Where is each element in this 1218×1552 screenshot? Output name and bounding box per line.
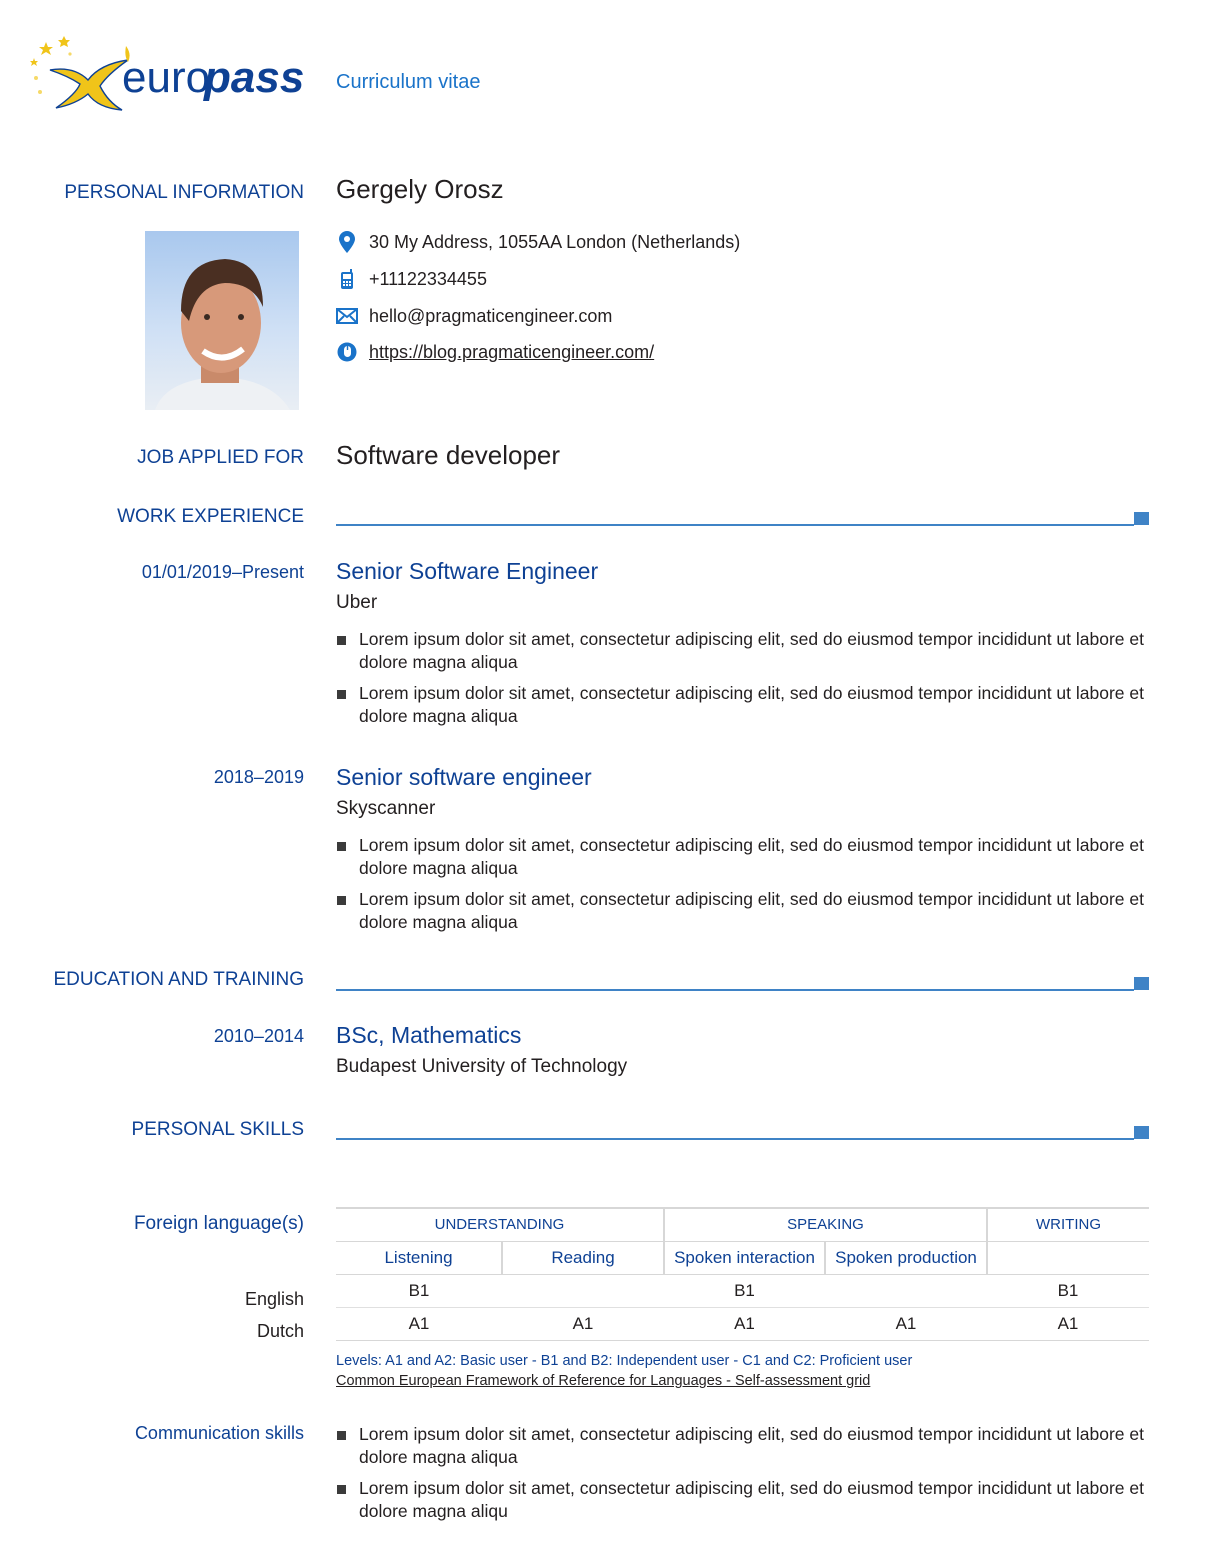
table-cell: A1 <box>664 1307 825 1340</box>
contact-phone <box>336 268 487 290</box>
list-item: Lorem ipsum dolor sit amet, consectetur adipiscing elit, sed do eiusmod tempor incididunt ut labore et dolore magna aliqua <box>336 1423 1156 1469</box>
list-item: Lorem ipsum dolor sit amet, consectetur adipiscing elit, sed do eiusmod tempor incididunt ut labore et dolore magna aliqua <box>336 682 1156 728</box>
header-writing: WRITING <box>987 1208 1149 1241</box>
table-cell: B1 <box>336 1274 502 1307</box>
table-row <box>336 1274 1149 1307</box>
levels-note: Levels: A1 and A2: Basic user - B1 and B2: Independent user - C1 and C2: Proficient user <box>336 1353 913 1369</box>
address-text: 30 My Address, 1055AA London (Netherlands) <box>369 231 741 252</box>
communication-bullet-list <box>336 1423 1156 1531</box>
subheader-writing-blank <box>987 1241 1149 1274</box>
mobile-phone-icon <box>336 268 358 290</box>
work-job-title: Senior Software Engineer <box>336 558 599 584</box>
table-cell: A1 <box>987 1307 1149 1340</box>
contact-address <box>336 231 740 253</box>
logo-text-pass: pass <box>204 53 305 102</box>
work-bullet-list <box>336 628 1156 736</box>
section-divider-marker <box>1134 1126 1149 1139</box>
list-item: Lorem ipsum dolor sit amet, consectetur adipiscing elit, sed do eiusmod tempor incididunt ut labore et dolore magna aliqu <box>336 1477 1156 1523</box>
website-link[interactable]: https://blog.pragmaticengineer.com/ <box>369 341 655 362</box>
language-skills-table <box>336 1207 1149 1341</box>
header-speaking: SPEAKING <box>664 1208 987 1241</box>
work-employer: Skyscanner <box>336 798 436 819</box>
section-label-job-applied-for: JOB APPLIED FOR <box>137 447 304 468</box>
table-cell: A1 <box>502 1307 664 1340</box>
section-label-education: EDUCATION AND TRAINING <box>53 969 304 990</box>
foreign-languages-label: Foreign language(s) <box>133 1213 304 1234</box>
contact-email <box>336 305 612 327</box>
subheader-spoken-interaction: Spoken interaction <box>664 1241 825 1274</box>
section-divider-marker <box>1134 977 1149 990</box>
work-employer: Uber <box>336 592 378 613</box>
table-cell <box>502 1274 664 1307</box>
section-divider-marker <box>1134 512 1149 525</box>
job-applied-value: Software developer <box>336 440 561 470</box>
section-divider <box>336 1138 1134 1140</box>
section-label-work-experience: WORK EXPERIENCE <box>117 506 304 527</box>
profile-photo <box>145 231 299 410</box>
language-name-dutch: Dutch <box>256 1321 304 1341</box>
europass-logo-graphic <box>26 30 311 120</box>
table-cell <box>825 1274 987 1307</box>
subheader-reading: Reading <box>502 1241 664 1274</box>
profile-photo-graphic <box>145 231 299 410</box>
work-bullet-list <box>336 834 1156 942</box>
cefr-link[interactable]: Common European Framework of Reference for Languages - Self-assessment grid <box>336 1373 871 1389</box>
candidate-name: Gergely Orosz <box>336 174 504 204</box>
phone-text: +11122334455 <box>369 268 487 289</box>
section-label-personal-skills: PERSONAL SKILLS <box>131 1119 304 1140</box>
table-cell: B1 <box>987 1274 1149 1307</box>
section-label-personal-information: PERSONAL INFORMATION <box>64 182 304 203</box>
work-job-title: Senior software engineer <box>336 764 592 790</box>
education-title: BSc, Mathematics <box>336 1022 522 1048</box>
list-item: Lorem ipsum dolor sit amet, consectetur adipiscing elit, sed do eiusmod tempor incididunt ut labore et dolore magna aliqua <box>336 628 1156 674</box>
location-pin-icon <box>336 231 358 253</box>
table-header-row <box>336 1208 1149 1241</box>
communication-skills-label: Communication skills <box>134 1423 304 1443</box>
education-dates: 2010–2014 <box>213 1026 304 1046</box>
table-cell: A1 <box>336 1307 502 1340</box>
list-item: Lorem ipsum dolor sit amet, consectetur adipiscing elit, sed do eiusmod tempor incididunt ut labore et dolore magna aliqua <box>336 834 1156 880</box>
subheader-spoken-production: Spoken production <box>825 1241 987 1274</box>
table-subheader-row <box>336 1241 1149 1274</box>
envelope-icon <box>336 305 358 327</box>
logo-text-euro: euro <box>122 53 211 102</box>
document-title: Curriculum vitae <box>336 71 481 93</box>
subheader-listening: Listening <box>336 1241 502 1274</box>
language-name-english: English <box>244 1289 304 1309</box>
header-understanding: UNDERSTANDING <box>336 1208 664 1241</box>
europass-logo <box>26 30 311 120</box>
list-item: Lorem ipsum dolor sit amet, consectetur adipiscing elit, sed do eiusmod tempor incididunt ut labore et dolore magna aliqua <box>336 888 1156 934</box>
work-dates: 2018–2019 <box>213 767 304 787</box>
table-cell: A1 <box>825 1307 987 1340</box>
email-text[interactable]: hello@pragmaticengineer.com <box>369 305 613 326</box>
table-row <box>336 1307 1149 1340</box>
education-school: Budapest University of Technology <box>336 1056 628 1077</box>
work-dates: 01/01/2019–Present <box>141 562 304 582</box>
mouse-web-icon <box>336 341 358 363</box>
section-divider <box>336 989 1134 991</box>
section-divider <box>336 524 1134 526</box>
table-cell: B1 <box>664 1274 825 1307</box>
contact-website <box>336 341 654 363</box>
